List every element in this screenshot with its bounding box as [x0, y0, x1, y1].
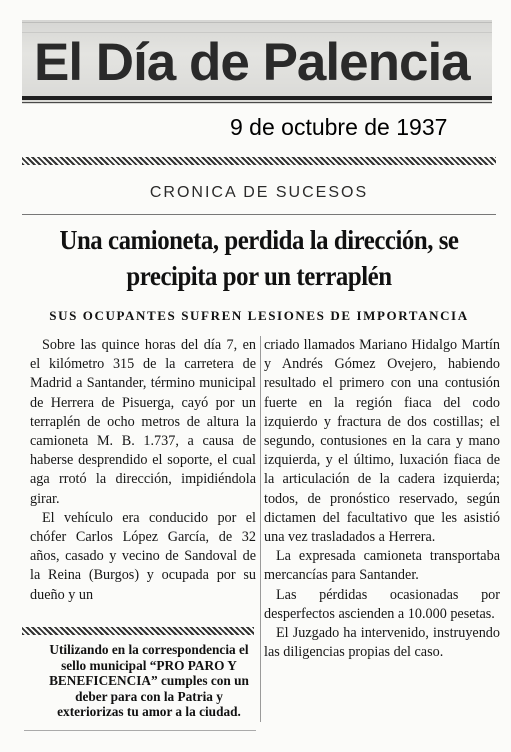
- paragraph: criado llamados Mariano Hidalgo Martín y Andrés Gómez Ovejero, habiendo resultado el primero con una contusión fuerte en la región fiaca del codo izquierdo y fractura de dos costillas; el segundo, contusiones en la cara y mano izquierda, y el último, luxación fiaca de la articulación de la cadera izquierda; todos, de pronóstico reservado, según dictamen del facultativo que les asistió una vez trasladados a Herrera.: [264, 337, 500, 546]
- headline-line-2: precipita por un terraplén: [126, 261, 392, 291]
- paragraph: Sobre las quince horas del día 7, en el kilómetro 315 de la carretera de Madrid a Santander, término municipal de Herrera de Pisuerga, cayó por un terraplén de ocho metros de altura la camioneta M. B. 1.737, a causa de haberse desprendido el soporte, el cual aga rrotó la dirección, impidiéndola girar.: [30, 337, 256, 507]
- municipal-stamp-notice: Utilizando en la correspondencia el sello municipal “PRO PARO Y BENEFICENCIA” cumples con un deber para con la Patria y exteriorizas tu amor a la ciudad.: [49, 642, 249, 720]
- issue-date: 9 de octubre de 1937: [230, 114, 448, 140]
- paragraph: Las pérdidas ocasionadas por desperfectos ascienden a 10.000 pesetas.: [264, 586, 500, 622]
- paragraph: El vehículo era conducido por el chófer Carlos López García, de 32 años, casado y vecino de Sandoval de la Reina (Burgos) y ocupada por su dueño y un: [30, 509, 256, 603]
- article-headline: [41, 222, 477, 294]
- headline-line-1: Una camioneta, perdida la dirección, se: [59, 225, 459, 255]
- paragraph: El Juzgado ha intervenido, instruyendo las diligencias propias del caso.: [264, 625, 500, 661]
- newspaper-title: El Día de Palencia: [34, 33, 470, 92]
- section-title: CRONICA DE SUCESOS: [149, 184, 369, 201]
- decorative-border-top: [22, 157, 496, 165]
- article-right-column: [264, 336, 500, 662]
- article-subheadline: SUS OCUPANTES SUFREN LESIONES DE IMPORTANCIA: [49, 308, 469, 323]
- section-rule: [22, 214, 496, 215]
- article-left-column: [30, 336, 256, 605]
- masthead-rule: [22, 96, 492, 100]
- paragraph: La expresada camioneta transportaba mercancías para Santander.: [264, 548, 500, 584]
- column-divider: [260, 336, 261, 722]
- decorative-border-notice: [22, 627, 254, 635]
- masthead-thin-rule: [22, 102, 492, 103]
